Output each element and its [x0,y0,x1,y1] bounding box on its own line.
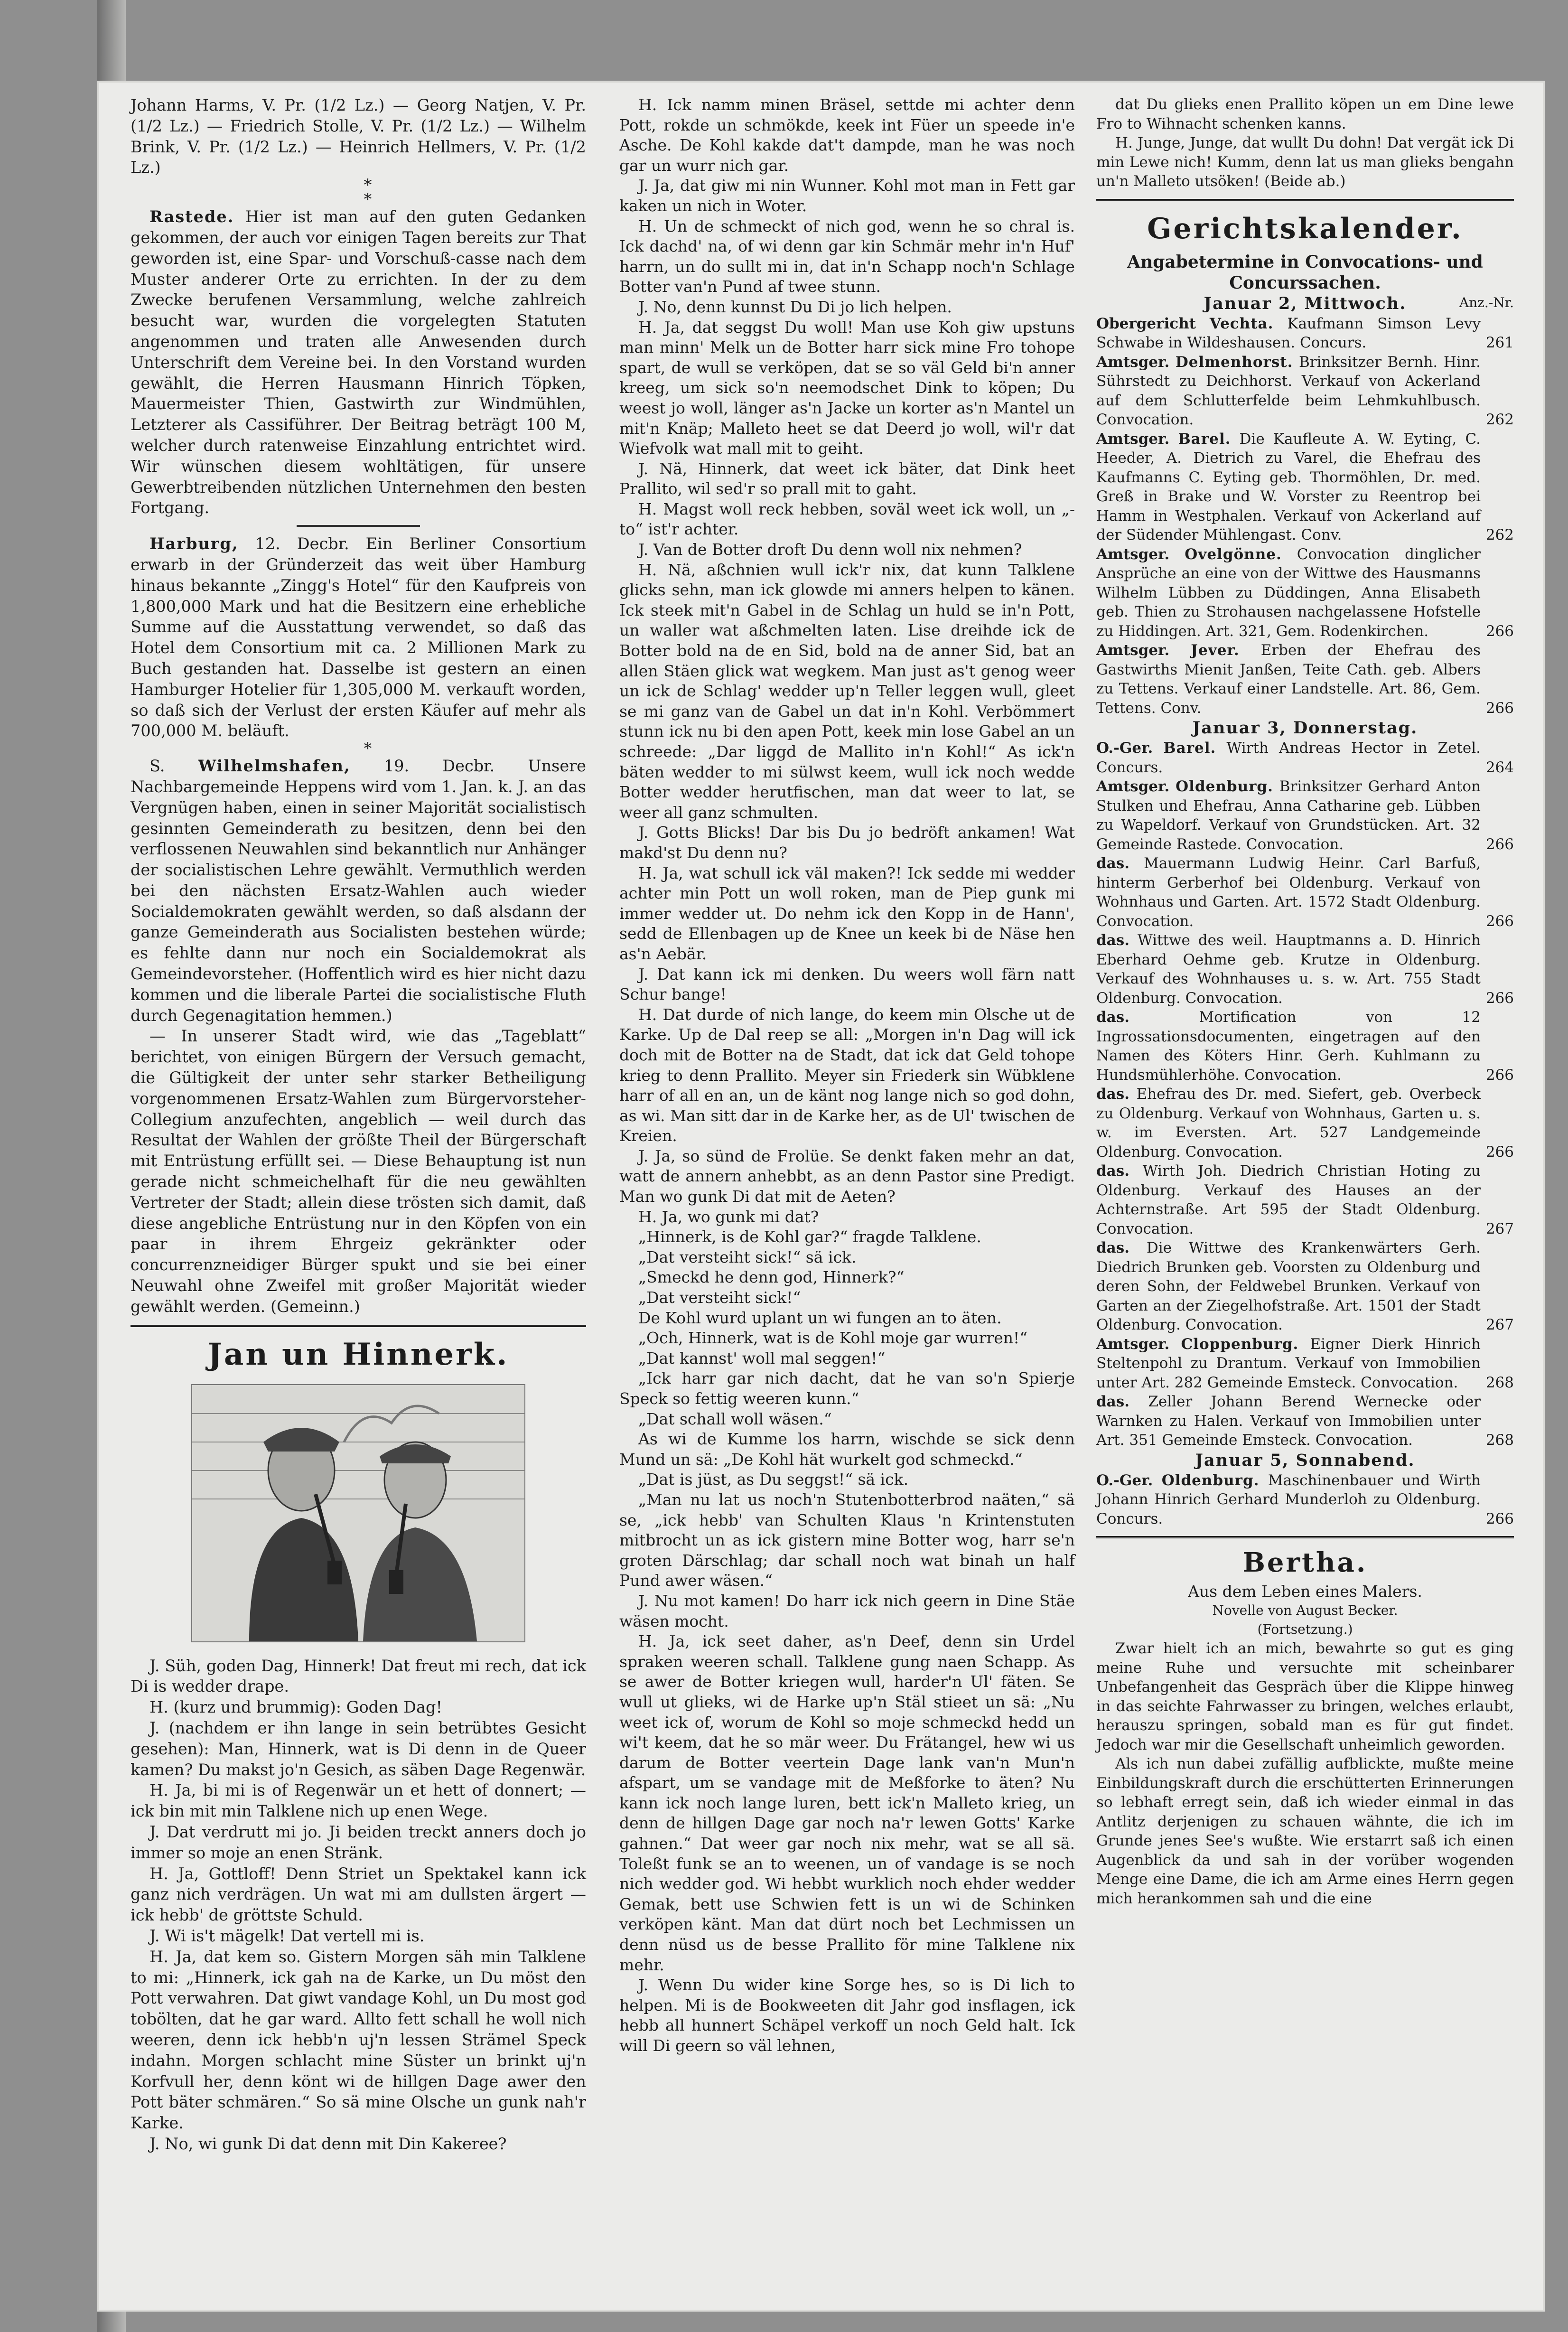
dialogue-line: J. Ja, so sünd de Frolüe. Se denkt faken mehr an dat, watt de annern anhebbt, as an denn Pastor sine Predigt. Man wo gunk Di dat mit de Aeten? [619,1146,1075,1206]
court-place: Barel. [1178,430,1231,448]
entry-number: 261 [1485,334,1514,351]
dialogue-line: J. (nachdem er ihn lange in sein betrübtes Gesicht gesehen): Man, Hinnerk, wat is Di denn in de Queer kamen? Du makst jo'n Gesich, as säben Dage Regenwär. [131,1719,586,1779]
entry-text: Eigner Dierk Hinrich Steltenpohl zu Drantum. Verkauf von Immobilien unter Art. 282 Gemeinde Emsteck. Convocation. [1096,1335,1481,1391]
dialogue-line: H. Ja, wo gunk mi dat? [638,1207,819,1226]
illustration-two-men-pipes [191,1384,525,1642]
court-place: Oldenburg. [1176,778,1273,795]
dialogue-line: H. Ja, dat kem so. Gistern Morgen säh min Talklene to mi: „Hinnerk, ick gah na de Karke, un Du möst den Pott verwahren. Dat giwt vandage Kohl, un Du most god tobölten, dat he gar ward. Allto fett schall he woll nich weeren, denn ick hebb'n uj'n lessen Strämel Speck indahn. Morgen schlacht mine Süster un brinkt uj'n Korfvull her, denn könt wi de hillgen Dage awer den Pott bäter schmären.“ So sä mine Olsche un gunk nah'r Karke. [131,1947,586,2133]
dialogue-line: H. Ick namm minen Bräsel, settde mi achter denn Pott, rokde un schmökde, keek int Füer un speede in'e Asche. De Kohl kakde dat't dampde, man he was noch gar un wurr nich gar. [619,95,1075,175]
court-place: Delmenhorst. [1175,353,1293,371]
dialogue-line: „Dat is jüst, as Du seggst!“ sä ick. [638,1470,909,1489]
court-label: Amtsger. [1096,430,1170,448]
entry-number: 266 [1485,1143,1514,1161]
entry-number: 266 [1485,989,1514,1007]
court-entry [1096,314,1514,353]
dialogue-line: J. Süh, goden Dag, Hinnerk! Dat freut mi rech, dat ick Di is wedder drape. [131,1656,586,1696]
woodcut-icon [192,1385,524,1641]
dialogue-line: J. No, denn kunnst Du Di jo lich helpen. [638,297,952,316]
dialogue-line: J. Dat verdrutt mi jo. Ji beiden treckt anners doch jo immer so moje an enen Stränk. [131,1823,586,1862]
dialogue-line: J. No, wi gunk Di dat denn mit Din Kakeree? [149,2134,507,2153]
article-rastede [131,206,586,518]
entry-text: Wirth Andreas Hector in Zetel. Concurs. [1096,740,1481,776]
dialogue-line: „Dat versteiht sick!“ [638,1288,801,1307]
column-2 [619,95,1075,2056]
dialogue-line: „Dat kannst' woll mal seggen!“ [638,1349,886,1367]
bertha-text: Als ich nun dabei zufällig aufblickte, mußte meine Einbildungskraft durch die erschütterten Erinnerungen so lebhaft erregt sein, daß ich wieder einmal in das Antlitz derjenigen zu schauen wähnte, die ich im Grunde jenes See's wußte. Wie erstarrt saß ich einen Augenblick da und sah in der vorüber wogenden Menge eine Dame, die ich am Arme eines Herrn gegen mich herankommen sah und die eine [1096,1755,1514,1907]
court-entry [1096,430,1514,545]
article-source: (Gemeinn.) [270,1297,360,1316]
court-label: Amtsger. [1096,1335,1170,1353]
court-label: Amtsger. [1096,642,1170,659]
entry-number: 266 [1485,622,1514,640]
bertha-title: Bertha. [1242,1547,1368,1578]
entry-text: Die Wittwe des Krankenwärters Gerh. Diedrich Brunken geb. Voorsten zu Oldenburg und deren Sohn, der Feldwebel Brunken. Verkauf von Garten an der Ziegelhofstraße. Art. 1501 der Stadt Oldenburg. Convocation. [1096,1239,1481,1333]
dialogue-col3 [1096,95,1514,191]
court-label: das. [1096,1009,1130,1026]
dialogue-line: J. Van de Botter droft Du denn woll nix nehmen? [638,540,1022,559]
separator-star: * [364,176,372,195]
dateline-harburg: Harburg, [149,534,239,553]
entry-number: 267 [1485,1220,1514,1237]
entry-text: Ehefrau des Dr. med. Siefert, geb. Overbeck zu Oldenburg. Verkauf von Wohnhaus, Garten u. s. w. im Eversten. Art. 527 Landgemeinde Oldenburg. Convocation. [1096,1086,1481,1161]
entry-number: 262 [1485,411,1514,428]
entry-number: 267 [1485,1316,1514,1333]
names-list: Johann Harms, V. Pr. (1/2 Lz.) — Georg Natjen, V. Pr. (1/2 Lz.) — Friedrich Stolle, V. Pr. (1/2 Lz.) — Wilhelm Brink, V. Pr. (1/2 Lz.) — Heinrich Hellmers, V. Pr. (1/2 Lz.) [131,96,586,177]
dialogue-line: H. Un de schmeckt of nich god, wenn he so chral is. Ick dachd' na, of wi denn gar kin Schmär mehr in'n Huf' harrn, un do sullt mi in, dat in'n Schapp noch'n Schlage Botter van'n Pund af twee stunn. [619,216,1075,296]
dialogue-line: „Ick harr gar nich dacht, dat he van so'n Spierje Speck so fettig weeren kunn.“ [619,1369,1075,1408]
dateline-wilhelmshafen: Wilhelmshafen, [198,757,351,776]
dialogue-line: J. Wenn Du wider kine Sorge hes, so is Di lich to helpen. Mi is de Bookweeten dit Jahr god insflagen, ick hebb all hunnert Schäpel verkoff un noch Geld halt. Ick will Di geern so väl lehnen, [619,1976,1075,2055]
entry-text: Mortification von 12 Ingrossationsdocumenten, eingetragen auf den Namen des Köters Hinr. Gerh. Kuhlmann zu Hundsmühlerhöhe. Convocation. [1096,1009,1481,1084]
entry-number: 262 [1485,526,1514,543]
court-entry [1096,1335,1514,1393]
court-label: Amtsger. [1096,778,1170,795]
anz-nr-label: Anz.-Nr. [1459,294,1514,310]
dialogue-line: H. Ja, Gottloff! Denn Striet un Spektakel kann ick ganz nich verdrägen. Un wat mi am dullsten ärgert — ick hebb' de gröttste Schuld. [131,1864,586,1925]
article-wilhelmshafen [131,756,586,1026]
dialogue-line: J. Gotts Blicks! Dar bis Du jo bedröft ankamen! Wat makd'st Du denn nu? [619,823,1075,862]
date-row [1096,293,1514,314]
court-entry [1096,739,1514,777]
date-heading: Januar 3, Donnerstag. [1192,718,1418,738]
dialogue-line: H. Nä, aßchnien wull ick'r nix, dat kunn Talklene glicks sehn, man ick glowde mi anners helpen to känen. Ick steek mit'n Gabel in de Schlag un huld se in'n Pott, un waller wat aßchmelten laten. Lise dreihde ick de Botter bold na de en Sid, bold na de anner Sid, bat an allen Stäen glick wat wegkem. Man just as't genog weer un ick de Schlag' wedder up'n Teller leggen wull, gleet se mi ganz van de Gabel un dat in'n Kohl. Verbömmert stunn ick nu bi den apen Pott, keek min lose Gabel an un schreede: „Dar liggd de Mallito in'n Kohl!“ As ick'n bäten wedder to mi sülwst keem, wull ick noch wedde Botter wedder herutfischen, man dat weer to lat, se weer all ganz schmulten. [619,560,1075,822]
article-harburg [131,534,586,741]
court-entry [1096,1471,1514,1529]
section-rule [131,1325,586,1327]
court-label: das. [1096,1239,1130,1256]
entry-text: Zeller Johann Berend Wernecke oder Warnken zu Halen. Verkauf von Immobilien unter Art. 351 Gemeinde Emsteck. Convocation. [1096,1393,1481,1449]
court-label: das. [1096,932,1130,949]
entry-number: 266 [1485,835,1514,853]
bertha-continuation: (Fortsetzung.) [1257,1621,1353,1637]
entry-text: Maschinenbauer und Wirth Johann Hinrich Gerhard Munderloh zu Oldenburg. Concurs. [1096,1471,1481,1527]
court-place: Barel. [1163,740,1216,757]
column-1 [131,95,586,2154]
court-label: O.-Ger. [1096,1471,1153,1489]
dialogue-line: dat Du glieks enen Prallito köpen un em Dine lewe Fro to Wihnacht schenken kanns. [1096,96,1514,132]
separator-star: * [364,739,372,758]
entry-text: Wittwe des weil. Hauptmanns a. D. Hinrich Eberhard Oehme geb. Krutze in Oldenburg. Verkauf des Wohnhauses u. s. w. Art. 755 Stadt Oldenburg. Convocation. [1096,932,1481,1007]
date-heading: Januar 5, Sonnabend. [1195,1450,1415,1470]
dialogue-line: „Man nu lat us noch'n Stutenbotterbrod naäten,“ sä se, „ick hebb' van Schulten Klaus 'n Krintenstuten mitbrocht un as ick gistern mine Botter wog, harr se'n groten Därschlag; dar schall noch wat binah un half Pund awer wäsen.“ [619,1490,1075,1590]
article-text: — In unserer Stadt wird, wie das „Tageblatt“ berichtet, von einigen Bürgern der Versuch gemacht, die Gültigkeit der unter sehr starker Betheiligung vorgenommenen Ersatz-Wahlen zum Bürgervorsteher-Collegium anzufechten, angeblich — weil durch das Resultat der Wahlen der größte Theil der Bürgerschaft mit Entrüstung erfüllt sei. — Diese Behauptung ist nun gerade nicht schmeichelhaft für die neu gewählten Vertreter der Stadt; allein diese trösten sich damit, daß diese angebliche Entrüstung nur in den Köpfen von ein paar in ihrem Ehrgeiz gekränkter oder concurrenzneidiger Bürger spukt und sie bei einer Neuwahl ohne Zweifel mit großer Majorität wieder gewählt werden. [131,1027,586,1316]
divider [297,525,420,527]
dialogue-line: J. Wi is't mägelk! Dat vertell mi is. [149,1926,425,1945]
entry-text: Erben der Ehefrau des Gastwirths Mienit Janßen, Teite Cath. geb. Albers zu Tettens. Verkauf einer Landstelle. Art. 86, Gem. Tettens. Conv. [1096,642,1481,717]
section-rule [1096,199,1514,201]
dialogue-line: „Dat versteiht sick!“ sä ick. [638,1247,857,1266]
bertha-text: Zwar hielt ich an mich, bewahrte so gut es ging meine Ruhe und versuchte mit scheinbarer Unbefangenheit das Gespräch über die Klippe hinweg in das seichte Fahrwasser zu bringen, welches erlaubt, herauszu springen, sobald man es für gut findet. Jedoch war mir die Gesellschaft unheimlich geworden. [1096,1640,1514,1753]
court-entry [1096,1085,1514,1161]
court-label: Obergericht [1096,315,1196,332]
entries-jan-3 [1096,739,1514,1450]
jan-un-hinnerk-title: Jan un Hinnerk. [207,1336,509,1372]
entry-text: Convocation dinglicher Ansprüche an eine von der Wittwe des Hausmanns Wilhelm Lübben zu Düddingen, Anna Elisabeth geb. Thien zu Strohausen nachgelassene Hofstelle zu Hiddingen. Art. 321, Gem. Rodenkirchen. [1096,545,1481,640]
dialogue-line: J. Nu mot kamen! Do harr ick nich geern in Dine Stäe wäsen mocht. [619,1591,1075,1630]
dialogue-line: J. Dat kann ick mi denken. Du weers woll färn natt Schur bange! [619,965,1075,1004]
dialogue-line: J. Ja, dat giw mi nin Wunner. Kohl mot man in Fett gar kaken un nich in Woter. [619,176,1075,215]
section-rule [1096,1536,1514,1538]
dialogue-line: „Smeckd he denn god, Hinnerk?“ [638,1268,905,1287]
court-place: Oldenburg. [1161,1471,1260,1489]
court-label: Amtsger. [1096,353,1170,371]
entry-number: 264 [1485,759,1514,776]
entry-text: Wirth Joh. Diedrich Christian Hoting zu Oldenburg. Verkauf des Hauses an der Achternstraße. Art 595 der Stadt Oldenburg. Convocation. [1096,1162,1481,1237]
entry-number: 266 [1485,699,1514,717]
court-label: Amtsger. [1096,545,1170,563]
court-label: das. [1096,1086,1130,1103]
court-entry [1096,641,1514,718]
dialogue-line: As wi de Kumme los harrn, wischde se sick denn Mund un sä: „De Kohl hät wurkelt god schmeckd.“ [619,1430,1075,1469]
court-entry [1096,1161,1514,1238]
column-3 [1096,95,1514,1908]
entry-text: Mauermann Ludwig Heinr. Carl Barfuß, hinterm Gerberhof bei Oldenburg. Verkauf von Wohnhaus und Garten. Art. 1572 Stadt Oldenburg. Convocation. [1096,855,1481,930]
entries-jan-5 [1096,1471,1514,1529]
dateline-rastede: Rastede. [149,207,234,226]
dialogue-line: „Hinnerk, is de Kohl gar?“ fragde Talklene. [638,1227,981,1246]
entry-number: 268 [1485,1374,1514,1391]
entry-number: 266 [1485,912,1514,930]
court-label: das. [1096,855,1130,872]
entry-number: 268 [1485,1432,1514,1449]
court-place: Vechta. [1209,315,1274,332]
court-place: Jever. [1191,642,1240,659]
court-place: Cloppenburg. [1181,1335,1299,1353]
entry-text: Brinksitzer Bernh. Hinr. Sührstedt zu Deichhorst. Verkauf von Ackerland auf dem Schlutterfelde beim Lehmkuhlbusch. Convocation. [1096,353,1481,428]
gerichtskalender-subtitle: Angabetermine in Convocations- und Concurssachen. [1127,252,1483,293]
court-place: Ovelgönne. [1185,545,1282,563]
dialogue-line: J. Nä, Hinnerk, dat weet ick bäter, dat Dink heet Prallito, wil sed'r so prall mit to gaht. [619,459,1075,498]
article-text: Hier ist man auf den guten Gedanken gekommen, der auch vor einigen Tagen bereits zur That geworden ist, eine Spar- und Vorschuß-casse nach dem Muster anderer Orte zu errichten. In der zu dem Zwecke berufenen Versammlung, welche zahlreich besucht war, wurden die vorgelegten Statuten angenommen und traten alle Anwesenden durch Unterschrift dem Vereine bei. In den Vorstand wurden gewählt, die Herren Hausmann Hinrich Töpken, Mauermeister Thien, Gastwirth zur Windmühlen, Letzterer als Cassiführer. Der Beitrag beträgt 100 M, welcher durch ratenweise Einzahlung entrichtet wird. Wir wünschen diesem wohltätigen, für unsere Gewerbtreibenden nützlichen Unternehmen den besten Fortgang. [131,207,586,517]
dialogue-line: H. Ja, ick seet daher, as'n Deef, denn sin Urdel spraken weeren schall. Talklene gung naen Schapp. As se awer de Botter kriegen wull, harder'n Ul' fäten. Se wull ut glieks, wi de Harke up'n Stäl stieet un sä: „Nu weet ick of, worum de Kohl so moje schmeckd hedd un wi't keem, dat he so mär weer. Du Frätangel, hew wi us darum de Botter veertein Dage lank van'n Mun'n afspart, um se vandage mit de Meßforke to äten? Nu kann ick noch lange luren, bett ick'n Malleto krieg, un denn de hillgen Dage gar noch na'r lewen Gotts' Karke gahnen.“ Dat weer gar noch nix mehr, wat se all sä. Toleßt funk se an to weenen, un of vandage is se noch nich wedder god. Wi hebbt wurklich noch ehder wedder Gemak, bett use Schwien fett is un wi de Schinken verköpen känt. Man dat dürt noch bet Lechmissen un denn nüsd us de besse Prallito för mine Talklene nix mehr. [619,1632,1075,1974]
dialogue-line: H. Magst woll reck hebben, soväl weet ick woll, un „-to“ ist'r achter. [619,499,1075,539]
dialogue-line: H. Junge, Junge, dat wullt Du dohn! Dat vergät ick Di min Lewe nich! Kumm, denn lat us man glieks bengahn un'n Malleto utsöken! (Beide ab.) [1096,134,1514,190]
article-text: 12. Decbr. Ein Berliner Consortium erwarb in der Gründerzeit das weit über Hamburg hinaus bekannte „Zingg's Hotel“ für den Kaufpreis von 1,800,000 Mark und hat die Besitzern eine erhebliche Summe auf die Ausstattung verwendet, so daß das Hotel dem Consortium mit ca. 2 Millionen Mark zu Buch gestanden hat. Dasselbe ist gestern an einen Hamburger Hotelier für 1,305,000 M. verkauft worden, so daß sich der Verlust der ersten Käufer auf mehr als 700,000 M. beläuft. [131,534,586,740]
article-text: 19. Decbr. Unsere Nachbargemeinde Heppens wird vom 1. Jan. k. J. an das Vergnügen haben, einen in seiner Majorität socialistisch gesinnten Gemeinderath zu besitzen, denn bei den verflossenen Neuwahlen sind bekanntlich nur Anhänger der socialistischen Lehre gewählt. Vermuthlich werden bei den nächsten Ersatz-Wahlen auch wieder Socialdemokraten gewählt werden, so daß alsdann der ganze Gemeinderath aus Socialisten bestehen würde; es fehlte dann nur noch ein Socialdemokrat als Gemeindevorsteher. (Hoffentlich wird es hier nicht dazu kommen und die liberale Partei die socialistische Fluth durch Gegenagitation hemmen.) [131,757,587,1025]
court-entry [1096,854,1514,931]
court-label: das. [1096,1162,1130,1180]
dialogue-col1 [131,1656,586,2154]
court-entry [1096,1392,1514,1450]
article-wilhelmshafen-2 [131,1026,586,1317]
bertha-subtitle: Aus dem Leben eines Malers. [1188,1582,1422,1601]
separator-star: * [364,190,372,209]
entry-number: 266 [1485,1510,1514,1527]
dialogue-line: „Dat schall woll wäsen.“ [638,1409,832,1428]
bertha-author: Novelle von August Becker. [1212,1602,1398,1618]
entry-text: Brinksitzer Gerhard Anton Stulken und Ehefrau, Anna Catharine geb. Lübben zu Wapeldorf. Verkauf von Grundstücken. Art. 32 Gemeinde Rastede. Convocation. [1096,778,1481,853]
dialogue-line: H. Ja, dat seggst Du woll! Man use Koh giw upstuns man minn' Melk un de Botter harr sick mine Fro tohope spart, de wull se verköpen, dat se so väl Geld bi'n anner kreeg, um sick so'n neemodschet Dink to köpen; Du weest jo woll, länger as'n Jacke un korter as'n Mantel un mit'n Knäp; Malleto heet se dat Deerd jo woll, wil'r dat Wiefvolk wat mall mit to geiht. [619,318,1075,458]
court-entry [1096,931,1514,1008]
entry-text: Die Kaufleute A. W. Eyting, C. Heeder, A. Dietrich zu Varel, die Ehefrau des Kaufmanns C. Eyting geb. Thormöhlen, Dr. med. Greß in Brake und W. Vorster zu Reentrop bei Hamm in Westphalen. Verkauf von Ackerland auf der Südender Mühlengast. Conv. [1096,430,1481,543]
court-label: das. [1096,1393,1130,1410]
dialogue-line: H. (kurz und brummig): Goden Dag! [149,1698,442,1717]
court-entry [1096,777,1514,854]
entries-jan-2 [1096,314,1514,718]
entry-text: Kaufmann Simson Levy Schwabe in Wildeshausen. Concurs. [1096,315,1481,351]
dialogue-line: H. Ja, wat schull ick väl maken?! Ick sedde mi wedder achter min Pott un woll roken, man de Piep gunk mi immer wedder ut. Do nehm ick den Kopp in de Hann', sedd de Ellenbagen up de Knee un keek bi de Näse hen as'n Aebär. [619,863,1075,963]
gerichtskalender-title: Gerichtskalender. [1147,212,1463,245]
date-heading: Januar 2, Mittwoch. [1204,293,1407,313]
article-prefix: S. [149,757,165,776]
entry-number: 266 [1485,1066,1514,1084]
court-entry [1096,1238,1514,1335]
court-entry [1096,545,1514,641]
dialogue-line: De Kohl wurd uplant un wi fungen an to äten. [638,1308,1002,1327]
dialogue-line: „Och, Hinnerk, wat is de Kohl moje gar wurren!“ [638,1329,1028,1348]
court-entry [1096,1008,1514,1085]
dialogue-line: H. Ja, bi mi is of Regenwär un et hett of donnert; — ick bin mit min Talklene nich up enen Wege. [131,1781,586,1821]
dialogue-line: H. Dat durde of nich lange, do keem min Olsche ut de Karke. Up de Dal reep se all: „Morgen in'n Dag will ick doch mit de Botter na de Stadt, dat ick dat Geld tohope krieg to denn Prallito. Meyer sin Friederk sin Wübklene harr of all en an, un de känt nog lange nich so god dohn, as wi. Man sitt dar in de Karke her, as de Ul' twischen de Kreien. [619,1005,1075,1145]
court-entry [1096,353,1514,430]
court-label: O.-Ger. [1096,740,1153,757]
